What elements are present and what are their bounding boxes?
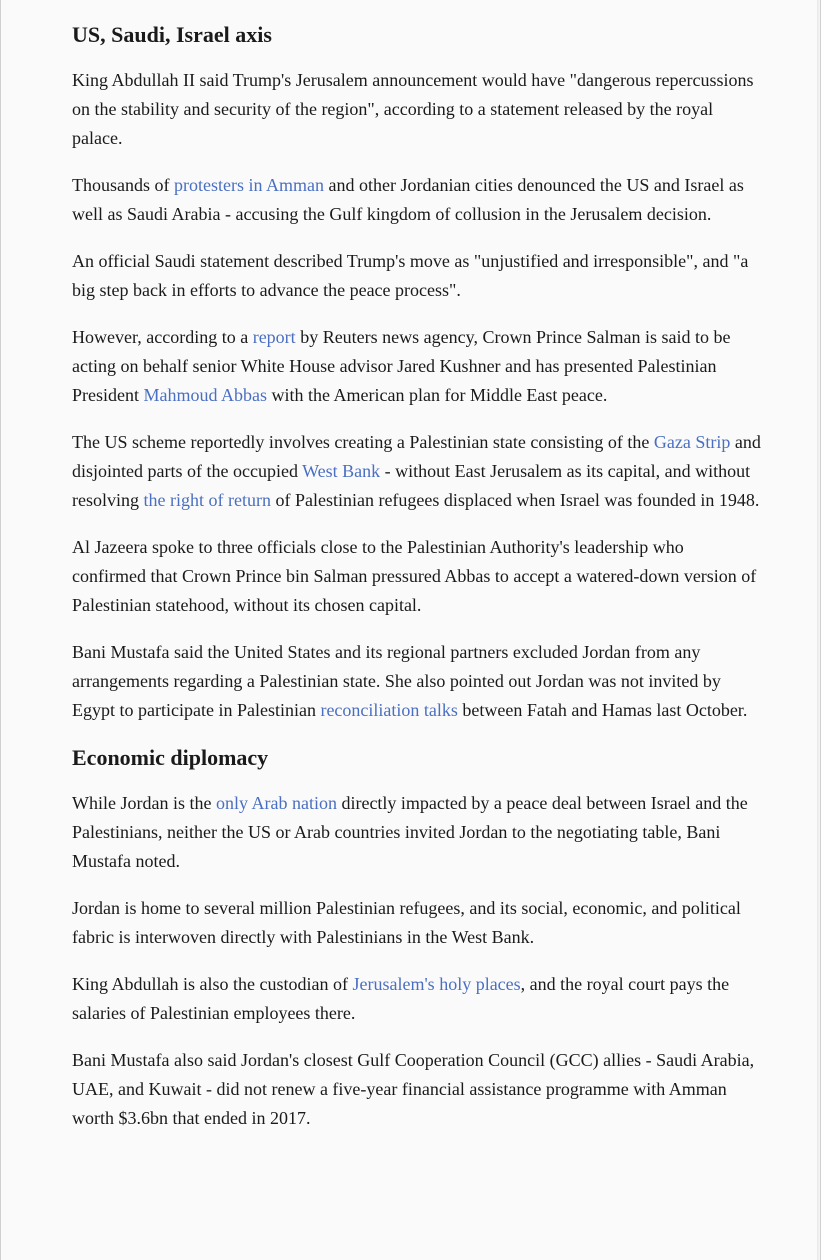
text: by Reuters news agency, Crown Prince Salman is said to be acting on behalf senior White House advisor Jared Kushner and has presented Palestinian President [72, 327, 731, 405]
link-gaza-strip[interactable]: Gaza Strip [653, 432, 731, 452]
link-right-of-return[interactable]: the right of return [143, 490, 271, 510]
text: Bani Mustafa said the United States and its regional partners excluded Jordan from any arrangements regarding a Palestinian state. She also pointed out Jordan was not invited by Egypt to participate in Palestinian [72, 642, 721, 720]
paragraph-saudi-statement: An official Saudi statement described Trump's move as "unjustified and irresponsible", and "a big step back in efforts to advance the peace process". [72, 251, 749, 300]
paragraph-al-jazeera-officials: Al Jazeera spoke to three officials close to the Palestinian Authority's leadership who confirmed that Crown Prince bin Salman pressured Abbas to accept a watered-down version of Palestinian statehood, without its chosen capital. [72, 537, 757, 615]
text: Thousands of [72, 175, 174, 195]
text: However, according to a [72, 327, 253, 347]
paragraph-us-scheme [72, 428, 762, 515]
paragraph-bani-mustafa-excluded [72, 638, 762, 725]
text: , and the royal court pays the salaries of Palestinian employees there. [72, 974, 730, 1023]
text: While Jordan is the [72, 793, 216, 813]
paragraph-reuters-report [72, 323, 762, 410]
link-reconciliation-talks[interactable]: reconciliation talks [320, 700, 458, 720]
paragraph-king-abdullah-statement: King Abdullah II said Trump's Jerusalem announcement would have "dangerous repercussions on the stability and security of the region", according to a statement released by the royal palace. [72, 70, 754, 148]
text: King Abdullah is also the custodian of [72, 974, 353, 994]
text: and disjointed parts of the occupied [72, 432, 761, 481]
link-mahmoud-abbas[interactable]: Mahmoud Abbas [143, 385, 267, 405]
link-west-bank[interactable]: West Bank [302, 461, 381, 481]
text: and other Jordanian cities denounced the US and Israel as well as Saudi Arabia - accusing the Gulf kingdom of collusion in the Jerusalem decision. [72, 175, 744, 224]
text: of Palestinian refugees displaced when Israel was founded in 1948. [270, 490, 760, 510]
article-body [72, 16, 762, 1151]
link-jerusalems-holy-places[interactable]: Jerusalem's holy places [352, 974, 521, 994]
paragraph-custodian [72, 970, 762, 1028]
text: with the American plan for Middle East peace. [267, 385, 608, 405]
text: between Fatah and Hamas last October. [457, 700, 748, 720]
paragraph-gcc-allies: Bani Mustafa also said Jordan's closest Gulf Cooperation Council (GCC) allies - Saudi Arabia, UAE, and Kuwait - did not renew a five-year financial assistance programme with Amman worth $3.6bn that ended in 2017. [72, 1050, 755, 1128]
link-only-arab-nation[interactable]: only Arab nation [215, 793, 337, 813]
text: directly impacted by a peace deal between Israel and the Palestinians, neither the US or Arab countries invited Jordan to the negotiating table, Bani Mustafa noted. [72, 793, 748, 871]
section-heading-us-saudi-israel-axis: US, Saudi, Israel axis [72, 22, 272, 47]
section-heading-economic-diplomacy: Economic diplomacy [72, 745, 269, 770]
link-protesters-in-amman[interactable]: protesters in Amman [174, 175, 324, 195]
paragraph-palestinian-refugees: Jordan is home to several million Palestinian refugees, and its social, economic, and political fabric is interwoven directly with Palestinians in the West Bank. [72, 898, 741, 947]
paragraph-only-arab-nation [72, 789, 762, 876]
text: The US scheme reportedly involves creating a Palestinian state consisting of the [72, 432, 654, 452]
link-report[interactable]: report [252, 327, 296, 347]
paragraph-protesters [72, 171, 762, 229]
text: - without East Jerusalem as its capital, and without resolving [72, 461, 751, 510]
